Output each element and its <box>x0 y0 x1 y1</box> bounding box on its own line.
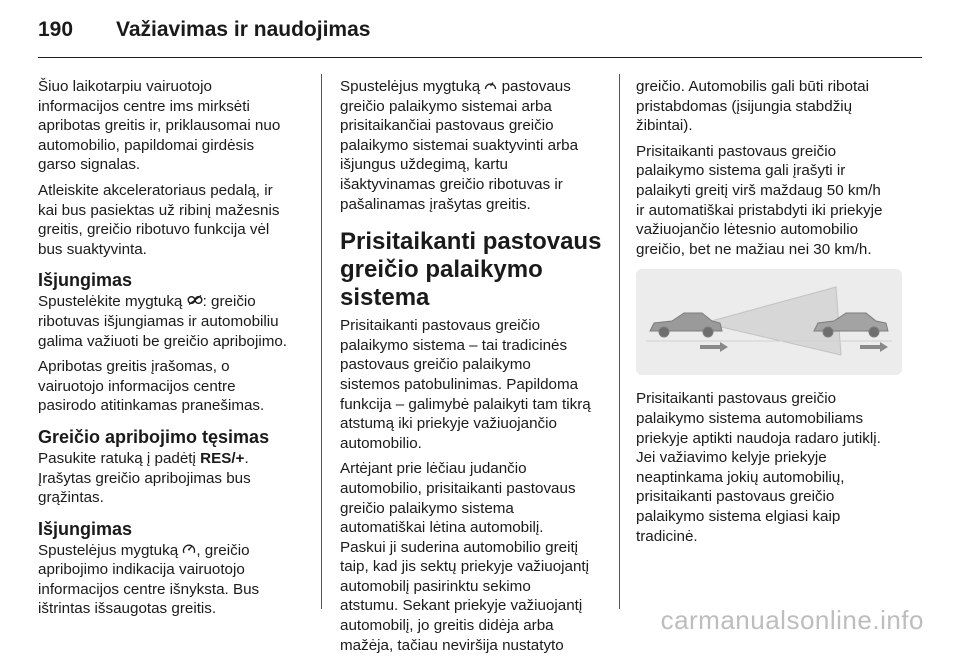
rear-car <box>650 313 722 337</box>
running-title: Važiavimas ir naudojimas <box>116 18 371 41</box>
chapter-heading: Prisitaikanti pastovaus greičio palaikymo sistema <box>340 228 602 312</box>
column-divider <box>321 74 322 609</box>
paragraph: Prisitaikanti pastovaus greičio palaikymo sistema automobiliams priekyje aptikti naudoja radaro jutiklį. Jei važiavimo kelyje priekyje neaptinkama jokių automobilių, prisitaikanti pastovaus greičio palaikymo sistema elgiasi kaip tradicinė. <box>636 390 881 545</box>
paragraph <box>38 541 318 619</box>
text-run: Spustelėjus mygtuką <box>38 541 183 559</box>
text-run: Pasukite ratuką į padėtį <box>38 449 201 467</box>
column-right <box>636 77 926 552</box>
paragraph: greičio. Automobilis gali būti ribotai pristabdomas (įsijungia stabdžių žibintai). <box>636 78 869 135</box>
text-run: pastovaus greičio palaikymo sistemai arba prisitaikančiai pastovaus greičio palaikymo sistemai suaktyvinti arba išjungus uždegimą, kartu išaktyvinamas greičio ribotuvas ir pašalinamas įrašytas greitis. <box>340 78 579 213</box>
text-run: , greičio apribojimo indikacija vairuotojo informacijos centre išnyksta. Bus ištrintas išsaugotas greitis. <box>38 541 260 618</box>
column-middle <box>340 77 612 661</box>
paragraph: Prisitaikanti pastovaus greičio palaikymo sistema gali įrašyti ir palaikyti greitį virš maždaug 50 km/h ir automatiškai pristabdyti iki priekyje važiuojančio lėtesnio automobilio greičio, bet ne mažiau nei 30 km/h. <box>636 142 883 258</box>
cruise-control-icon <box>484 77 497 97</box>
limiter-off-icon <box>187 292 203 312</box>
text-run: . Įrašytas greičio apribojimas bus grąžintas. <box>38 449 251 507</box>
column-divider <box>619 74 620 609</box>
radar-illustration <box>636 269 902 375</box>
limiter-icon <box>182 541 196 561</box>
paragraph <box>38 449 318 508</box>
paragraph: Artėjant prie lėčiau judančio automobilio, prisitaikanti pastovaus greičio palaikymo sistema automatiškai lėtina automobilį. Paskui ji suderina automobilio greitį taip, kad jis sektų priekyje važiuojantį automobilį pasirinktu sekimo atstumu. Sekant priekyje važiuojantį automobilį, jo greitis didėja arba mažėja, tačiau neviršija nustatyto <box>340 460 590 654</box>
page-number: 190 <box>38 18 74 41</box>
text-run: : greičio ribotuvas išjungiamas ir automobiliu galima važiuoti be greičio apribojimo. <box>38 293 288 350</box>
paragraph <box>340 77 612 214</box>
section-heading: Greičio apribojimo tęsimas <box>38 426 270 447</box>
paragraph <box>38 292 318 351</box>
section-heading: Išjungimas <box>38 518 133 539</box>
page-header <box>38 18 922 52</box>
text-run: Spustelėkite mygtuką <box>38 293 187 311</box>
paragraph: Atleiskite akceleratoriaus pedalą, ir kai bus pasiektas už ribinį mažesnis greitis, greičio ribotuvo funkcija vėl bus suaktyvinta. <box>38 181 280 258</box>
arrow-icon <box>860 342 888 352</box>
paragraph: Prisitaikanti pastovaus greičio palaikymo sistema – tai tradicinės pastovaus greičio palaikymo sistemos patobulinimas. Papildoma funkcija – galimybė palaikyti tam tikrą atstumą iki priekyje važiuojančio automobilio. <box>340 317 591 452</box>
section-heading: Išjungimas <box>38 270 133 291</box>
header-rule <box>38 57 922 58</box>
arrow-icon <box>700 342 728 352</box>
text-run: Spustelėjus mygtuką <box>340 78 485 95</box>
paragraph: Šiuo laikotarpiu vairuotojo informacijos centre ims mirksėti apribotas greitis ir, priklausomai nuo automobilio, papildomai girdėsis garso signalas. <box>38 78 281 174</box>
column-left <box>38 77 318 625</box>
watermark: carmanualsonline.info <box>660 605 924 635</box>
bold-label: RES/+ <box>200 449 245 467</box>
paragraph: Apribotas greitis įrašomas, o vairuotojo informacijos centre pasirodo atitinkamas pranešimas. <box>38 358 265 415</box>
